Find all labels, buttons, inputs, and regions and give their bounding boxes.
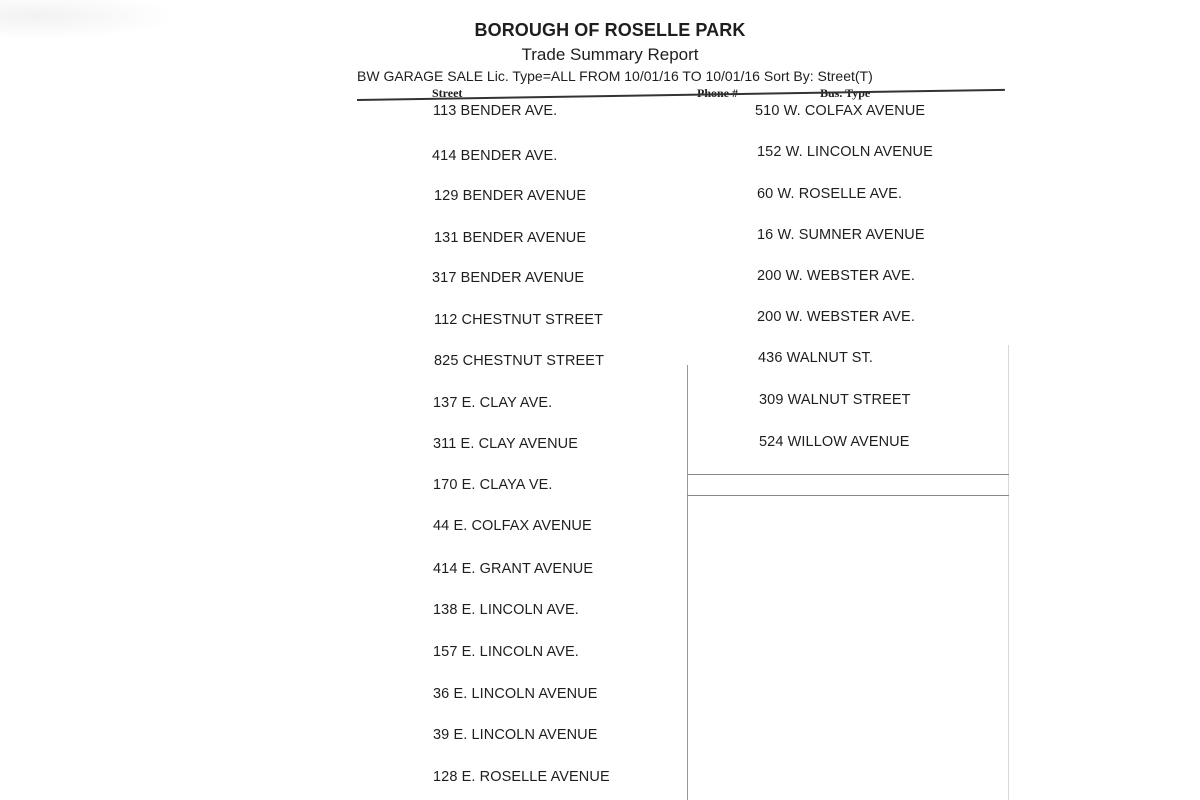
street-entry: 137 E. CLAY AVE. <box>433 395 553 411</box>
column-header-street: Street <box>432 86 463 100</box>
report-criteria: BW GARAGE SALE Lic. Type=ALL FROM 10/01/16 TO 10/01/16 Sort By: Street(T) <box>357 68 873 84</box>
street-entry: 44 E. COLFAX AVENUE <box>433 518 592 534</box>
second-column-entry: 200 W. WEBSTER AVE. <box>757 268 915 284</box>
street-entry: 131 BENDER AVENUE <box>434 230 587 246</box>
second-column-entry: 524 WILLOW AVENUE <box>759 434 910 450</box>
second-column-entry: 510 W. COLFAX AVENUE <box>755 103 926 119</box>
street-entry: 157 E. LINCOLN AVE. <box>433 644 579 660</box>
street-entry: 317 BENDER AVENUE <box>432 270 585 286</box>
second-column-entry: 200 W. WEBSTER AVE. <box>757 309 915 325</box>
second-column-entry: 60 W. ROSELLE AVE. <box>757 186 902 202</box>
street-entry: 825 CHESTNUT STREET <box>434 353 605 369</box>
street-entry: 113 BENDER AVE. <box>433 103 558 119</box>
street-entry: 129 BENDER AVENUE <box>434 188 587 204</box>
street-entry: 36 E. LINCOLN AVENUE <box>433 686 598 702</box>
street-entry: 138 E. LINCOLN AVE. <box>433 602 579 618</box>
second-column-entry: 309 WALNUT STREET <box>759 392 911 408</box>
second-column-entry: 152 W. LINCOLN AVENUE <box>757 144 933 160</box>
report-subtitle: Trade Summary Report <box>521 45 699 64</box>
second-column-entry: 16 W. SUMNER AVENUE <box>757 227 925 243</box>
street-entry: 39 E. LINCOLN AVENUE <box>433 727 598 743</box>
column-header-phone: Phone # <box>697 86 739 100</box>
street-entry: 112 CHESTNUT STREET <box>434 312 603 328</box>
column-header-bus-type: Bus. Type <box>820 86 871 100</box>
report-title: BOROUGH OF ROSELLE PARK <box>474 20 746 40</box>
street-list <box>433 0 693 800</box>
second-column-list <box>755 0 1015 500</box>
second-column-entry: 436 WALNUT ST. <box>758 350 874 366</box>
street-entry: 414 E. GRANT AVENUE <box>433 561 594 577</box>
street-entry: 414 BENDER AVE. <box>432 148 558 164</box>
street-entry: 311 E. CLAY AVENUE <box>433 436 578 452</box>
street-entry: 170 E. CLAYA VE. <box>433 477 553 493</box>
street-entry: 128 E. ROSELLE AVENUE <box>433 769 610 785</box>
